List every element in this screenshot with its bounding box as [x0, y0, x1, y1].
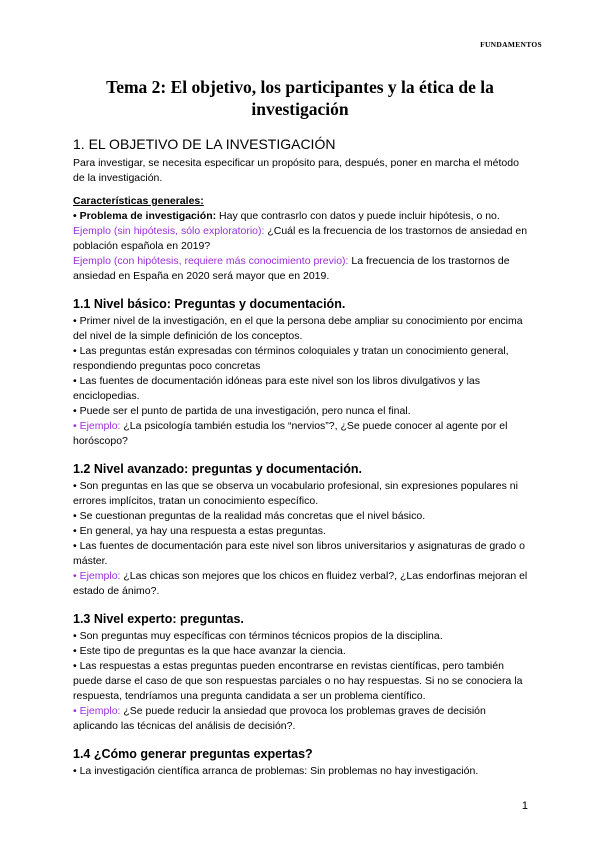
document-body [73, 136, 533, 779]
running-header: FUNDAMENTOS [480, 40, 542, 49]
list-item: • Primer nivel de la investigación, en el que la persona debe ampliar su conocimiento por encima del nivel de la simple definición de los conceptos. [73, 315, 523, 342]
list-item: • Puede ser el punto de partida de una investigación, pero nunca el final. [73, 405, 411, 417]
page-title: Tema 2: El objetivo, los participantes y la ética de la investigación [106, 77, 494, 119]
list-item: • Las fuentes de documentación idóneas para este nivel son los libros divulgativos y las enciclopedias. [73, 375, 480, 402]
list-item: • Son preguntas en las que se observa un vocabulario profesional, sin expresiones populares ni errores implícitos, tratan un conocimiento específico. [73, 480, 518, 507]
list-item: • Son preguntas muy específicas con términos técnicos propios de la disciplina. [73, 630, 443, 642]
example-label: • Ejemplo: [73, 705, 121, 717]
example2-text: La frecuencia de los trastornos de ansiedad en España en 2020 será mayor que en 2019. [73, 255, 510, 282]
subsection-heading-1-3: 1.3 Nivel experto: preguntas. [73, 612, 244, 626]
subsection-heading-1-1: 1.1 Nivel básico: Preguntas y documentación. [73, 297, 346, 311]
problem-label: • Problema de investigación: [73, 210, 217, 222]
example2-label: Ejemplo (con hipótesis, requiere más conocimiento previo): [73, 255, 349, 267]
example1-text: ¿Cuál es la frecuencia de los trastornos de ansiedad en población española en 2019? [73, 225, 528, 252]
problem-text: Hay que contrasrlo con datos y puede incluir hipótesis, o no. [216, 210, 500, 222]
list-item: • Las preguntas están expresadas con términos coloquiales y tratan un conocimiento general, respondiendo preguntas poco concretas [73, 345, 509, 372]
list-item: • Las fuentes de documentación para este nivel son libros universitarios y asignaturas de grado o máster. [73, 540, 525, 567]
example-with-hypothesis [73, 254, 533, 284]
list-item: • Se cuestionan preguntas de la realidad más concretas que el nivel básico. [73, 510, 426, 522]
list-item: • Este tipo de preguntas es la que hace avanzar la ciencia. [73, 645, 346, 657]
features-heading: Características generales: [73, 195, 204, 207]
example-item [73, 419, 533, 449]
example-label: • Ejemplo: [73, 570, 121, 582]
example-item [73, 569, 533, 599]
example-item [73, 704, 533, 734]
example-text: ¿Se puede reducir la ansiedad que provoca los problemas graves de decisión aplicando las técnicas del análisis de decisión?. [73, 705, 486, 732]
page-number: 1 [521, 800, 528, 812]
example-label: • Ejemplo: [73, 420, 121, 432]
example-text: ¿La psicología también estudia los “nervios”?, ¿Se puede conocer al agente por el horóscopo? [73, 420, 508, 447]
subsection-heading-1-4: 1.4 ¿Cómo generar preguntas expertas? [73, 747, 313, 761]
example-text: ¿Las chicas son mejores que los chicos en fluidez verbal?, ¿Las endorfinas mejoran el estado de ánimo?. [73, 570, 528, 597]
subsection-heading-1-2: 1.2 Nivel avanzado: preguntas y documentación. [73, 462, 362, 476]
list-item: • La investigación científica arranca de problemas: Sin problemas no hay investigación. [73, 765, 479, 777]
example1-label: Ejemplo (sin hipótesis, sólo exploratorio): [73, 225, 265, 237]
example-without-hypothesis [73, 224, 533, 254]
problem-paragraph [73, 209, 533, 224]
list-item: • En general, ya hay una respuesta a estas preguntas. [73, 525, 326, 537]
list-item: • Las respuestas a estas preguntas pueden encontrarse en revistas científicas, pero también puede darse el caso de que son respuestas parciales o no hay respuestas. Si no se conociera la respuesta, tendríamos una pregunta candidata a ser un problema científico. [73, 660, 523, 702]
section-intro: Para investigar, se necesita especificar un propósito para, después, poner en marcha el método de la investigación. [73, 157, 519, 184]
section-heading-1: 1. EL OBJETIVO DE LA INVESTIGACIÓN [73, 136, 336, 152]
